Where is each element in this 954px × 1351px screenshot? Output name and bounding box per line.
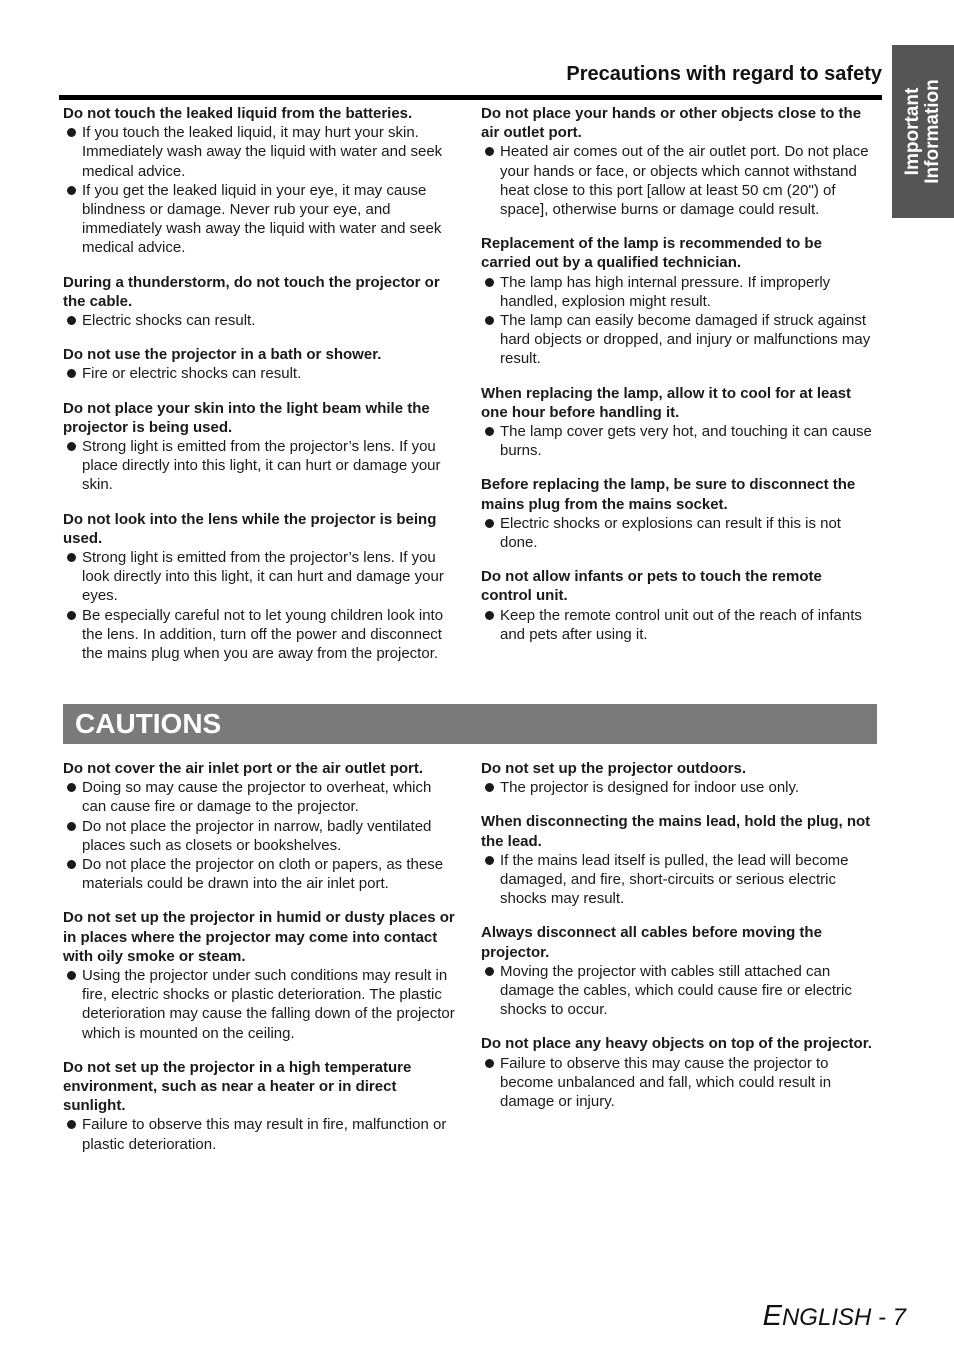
bullet-list xyxy=(63,311,458,330)
page-footer xyxy=(763,1300,906,1333)
bullet-list xyxy=(481,1054,876,1112)
bullet-item: The lamp has high internal pressure. If improperly handled, explosion might result. xyxy=(481,273,876,311)
bullet-item: The projector is designed for indoor use only. xyxy=(481,778,876,797)
section-heading: When replacing the lamp, allow it to cool for at least one hour before handling it. xyxy=(481,384,852,421)
section-heading: Do not place your hands or other objects close to the air outlet port. xyxy=(481,105,862,142)
cautions-banner-title: CAUTIONS xyxy=(75,708,222,739)
section-heading: Do not place your skin into the light beam while the projector is being used. xyxy=(63,399,430,436)
bullet-list xyxy=(63,548,458,663)
precaution-section xyxy=(481,759,876,797)
precaution-section xyxy=(63,759,458,893)
side-tab-line-1: Important xyxy=(902,87,923,176)
bullet-item: Failure to observe this may result in fire, malfunction or plastic deterioration. xyxy=(63,1115,458,1153)
section-heading: Do not place any heavy objects on top of the projector. xyxy=(481,1035,872,1053)
warnings-left-column xyxy=(63,104,458,678)
bullet-list xyxy=(63,966,458,1043)
precaution-section xyxy=(481,1034,876,1111)
bullet-item: Electric shocks or explosions can result if this is not done. xyxy=(481,514,876,552)
bullet-item: The lamp can easily become damaged if struck against hard objects or dropped, and injury or malfunctions may result. xyxy=(481,311,876,369)
bullet-item: Doing so may cause the projector to overheat, which can cause fire or damage to the projector. xyxy=(63,778,458,816)
bullet-list xyxy=(481,273,876,369)
precaution-section xyxy=(481,234,876,368)
precaution-section xyxy=(481,104,876,219)
side-tab-label xyxy=(892,45,954,218)
section-heading: Do not allow infants or pets to touch the remote control unit. xyxy=(481,568,822,605)
section-heading: Do not touch the leaked liquid from the batteries. xyxy=(63,105,413,122)
page-title: Precautions with regard to safety xyxy=(566,63,882,85)
bullet-item: If you get the leaked liquid in your eye, it may cause blindness or damage. Never rub your eye, and immediately wash away the liquid with water and seek medical advice. xyxy=(63,181,458,258)
bullet-item: Strong light is emitted from the projector’s lens. If you place directly into this light, it can hurt or damage your skin. xyxy=(63,437,458,495)
precaution-section xyxy=(481,475,876,552)
precaution-section xyxy=(481,384,876,461)
bullet-item: Heated air comes out of the air outlet port. Do not place your hands or face, or objects which cannot withstand heat close to this port [allow at least 50 cm (20") of space], otherwise burns or damage could result. xyxy=(481,142,876,219)
bullet-list xyxy=(63,778,458,893)
precaution-section xyxy=(63,510,458,664)
section-heading: When disconnecting the mains lead, hold the plug, not the lead. xyxy=(481,813,871,850)
section-heading: Do not cover the air inlet port or the air outlet port. xyxy=(63,760,424,777)
warnings-right-column xyxy=(481,104,876,659)
section-heading: Do not use the projector in a bath or shower. xyxy=(63,346,382,364)
bullet-item: Strong light is emitted from the projector’s lens. If you look directly into this light, it can hurt and damage your eyes. xyxy=(63,548,458,606)
bullet-item: Using the projector under such conditions may result in fire, electric shocks or plastic deterioration. The plastic deterioration may cause the falling down of the projector which is mounted on the ceiling. xyxy=(63,966,458,1043)
section-heading: Before replacing the lamp, be sure to disconnect the mains plug from the mains socket. xyxy=(481,476,856,513)
bullet-item: If you touch the leaked liquid, it may hurt your skin. Immediately wash away the liquid with water and seek medical advice. xyxy=(63,123,458,181)
cautions-right-column xyxy=(481,759,876,1126)
section-heading: Do not set up the projector outdoors. xyxy=(481,760,746,777)
precaution-section xyxy=(63,345,458,383)
bullet-list xyxy=(481,851,876,909)
section-heading: Do not set up the projector in a high temperature environment, such as near a heater or in direct sunlight. xyxy=(63,1058,412,1115)
bullet-item: Moving the projector with cables still attached can damage the cables, which could cause fire or electric shocks to occur. xyxy=(481,962,876,1020)
bullet-list xyxy=(481,142,876,219)
bullet-list xyxy=(63,123,458,257)
precaution-section xyxy=(63,104,458,258)
section-heading: During a thunderstorm, do not touch the projector or the cable. xyxy=(63,273,440,310)
section-heading: Do not set up the projector in humid or dusty places or in places where the projector may come into contact with oily smoke or steam. xyxy=(63,909,455,965)
side-tab-line-2: Information xyxy=(922,79,943,184)
bullet-list xyxy=(481,514,876,552)
bullet-list xyxy=(63,437,458,495)
bullet-list xyxy=(63,364,458,383)
precaution-section xyxy=(481,567,876,644)
bullet-list xyxy=(481,422,876,460)
bullet-item: Keep the remote control unit out of the reach of infants and pets after using it. xyxy=(481,606,876,644)
cautions-left-column xyxy=(63,759,458,1169)
section-heading: Always disconnect all cables before moving the projector. xyxy=(481,924,822,961)
bullet-item: Electric shocks can result. xyxy=(63,311,458,330)
bullet-item: Failure to observe this may cause the projector to become unbalanced and fall, which could result in damage or injury. xyxy=(481,1054,876,1112)
bullet-item: Do not place the projector in narrow, badly ventilated places such as closets or bookshelves. xyxy=(63,817,458,855)
bullet-list xyxy=(481,778,876,797)
footer-page-label: NGLISH - 7 xyxy=(781,1304,906,1331)
side-tab xyxy=(892,45,954,218)
bullet-list xyxy=(63,1115,458,1153)
precaution-section xyxy=(63,1058,458,1154)
bullet-item: Be especially careful not to let young children look into the lens. In addition, turn off the power and disconnect the mains plug when you are away from the projector. xyxy=(63,606,458,664)
bullet-item: If the mains lead itself is pulled, the lead will become damaged, and fire, short-circuits or serious electric shocks may result. xyxy=(481,851,876,909)
section-heading: Replacement of the lamp is recommended to be carried out by a qualified technician. xyxy=(481,235,822,272)
precaution-section xyxy=(63,908,458,1042)
section-heading: Do not look into the lens while the projector is being used. xyxy=(63,510,437,547)
bullet-item: Fire or electric shocks can result. xyxy=(63,364,458,383)
cautions-banner xyxy=(63,704,877,744)
precaution-section xyxy=(481,812,876,908)
bullet-list xyxy=(481,606,876,644)
precaution-section xyxy=(63,273,458,331)
bullet-item: Do not place the projector on cloth or papers, as these materials could be drawn into the air inlet port. xyxy=(63,855,458,893)
precaution-section xyxy=(63,399,458,495)
footer-initial: E xyxy=(762,1300,782,1332)
bullet-list xyxy=(481,962,876,1020)
precaution-section xyxy=(481,923,876,1019)
header-divider xyxy=(59,95,882,100)
bullet-item: The lamp cover gets very hot, and touching it can cause burns. xyxy=(481,422,876,460)
